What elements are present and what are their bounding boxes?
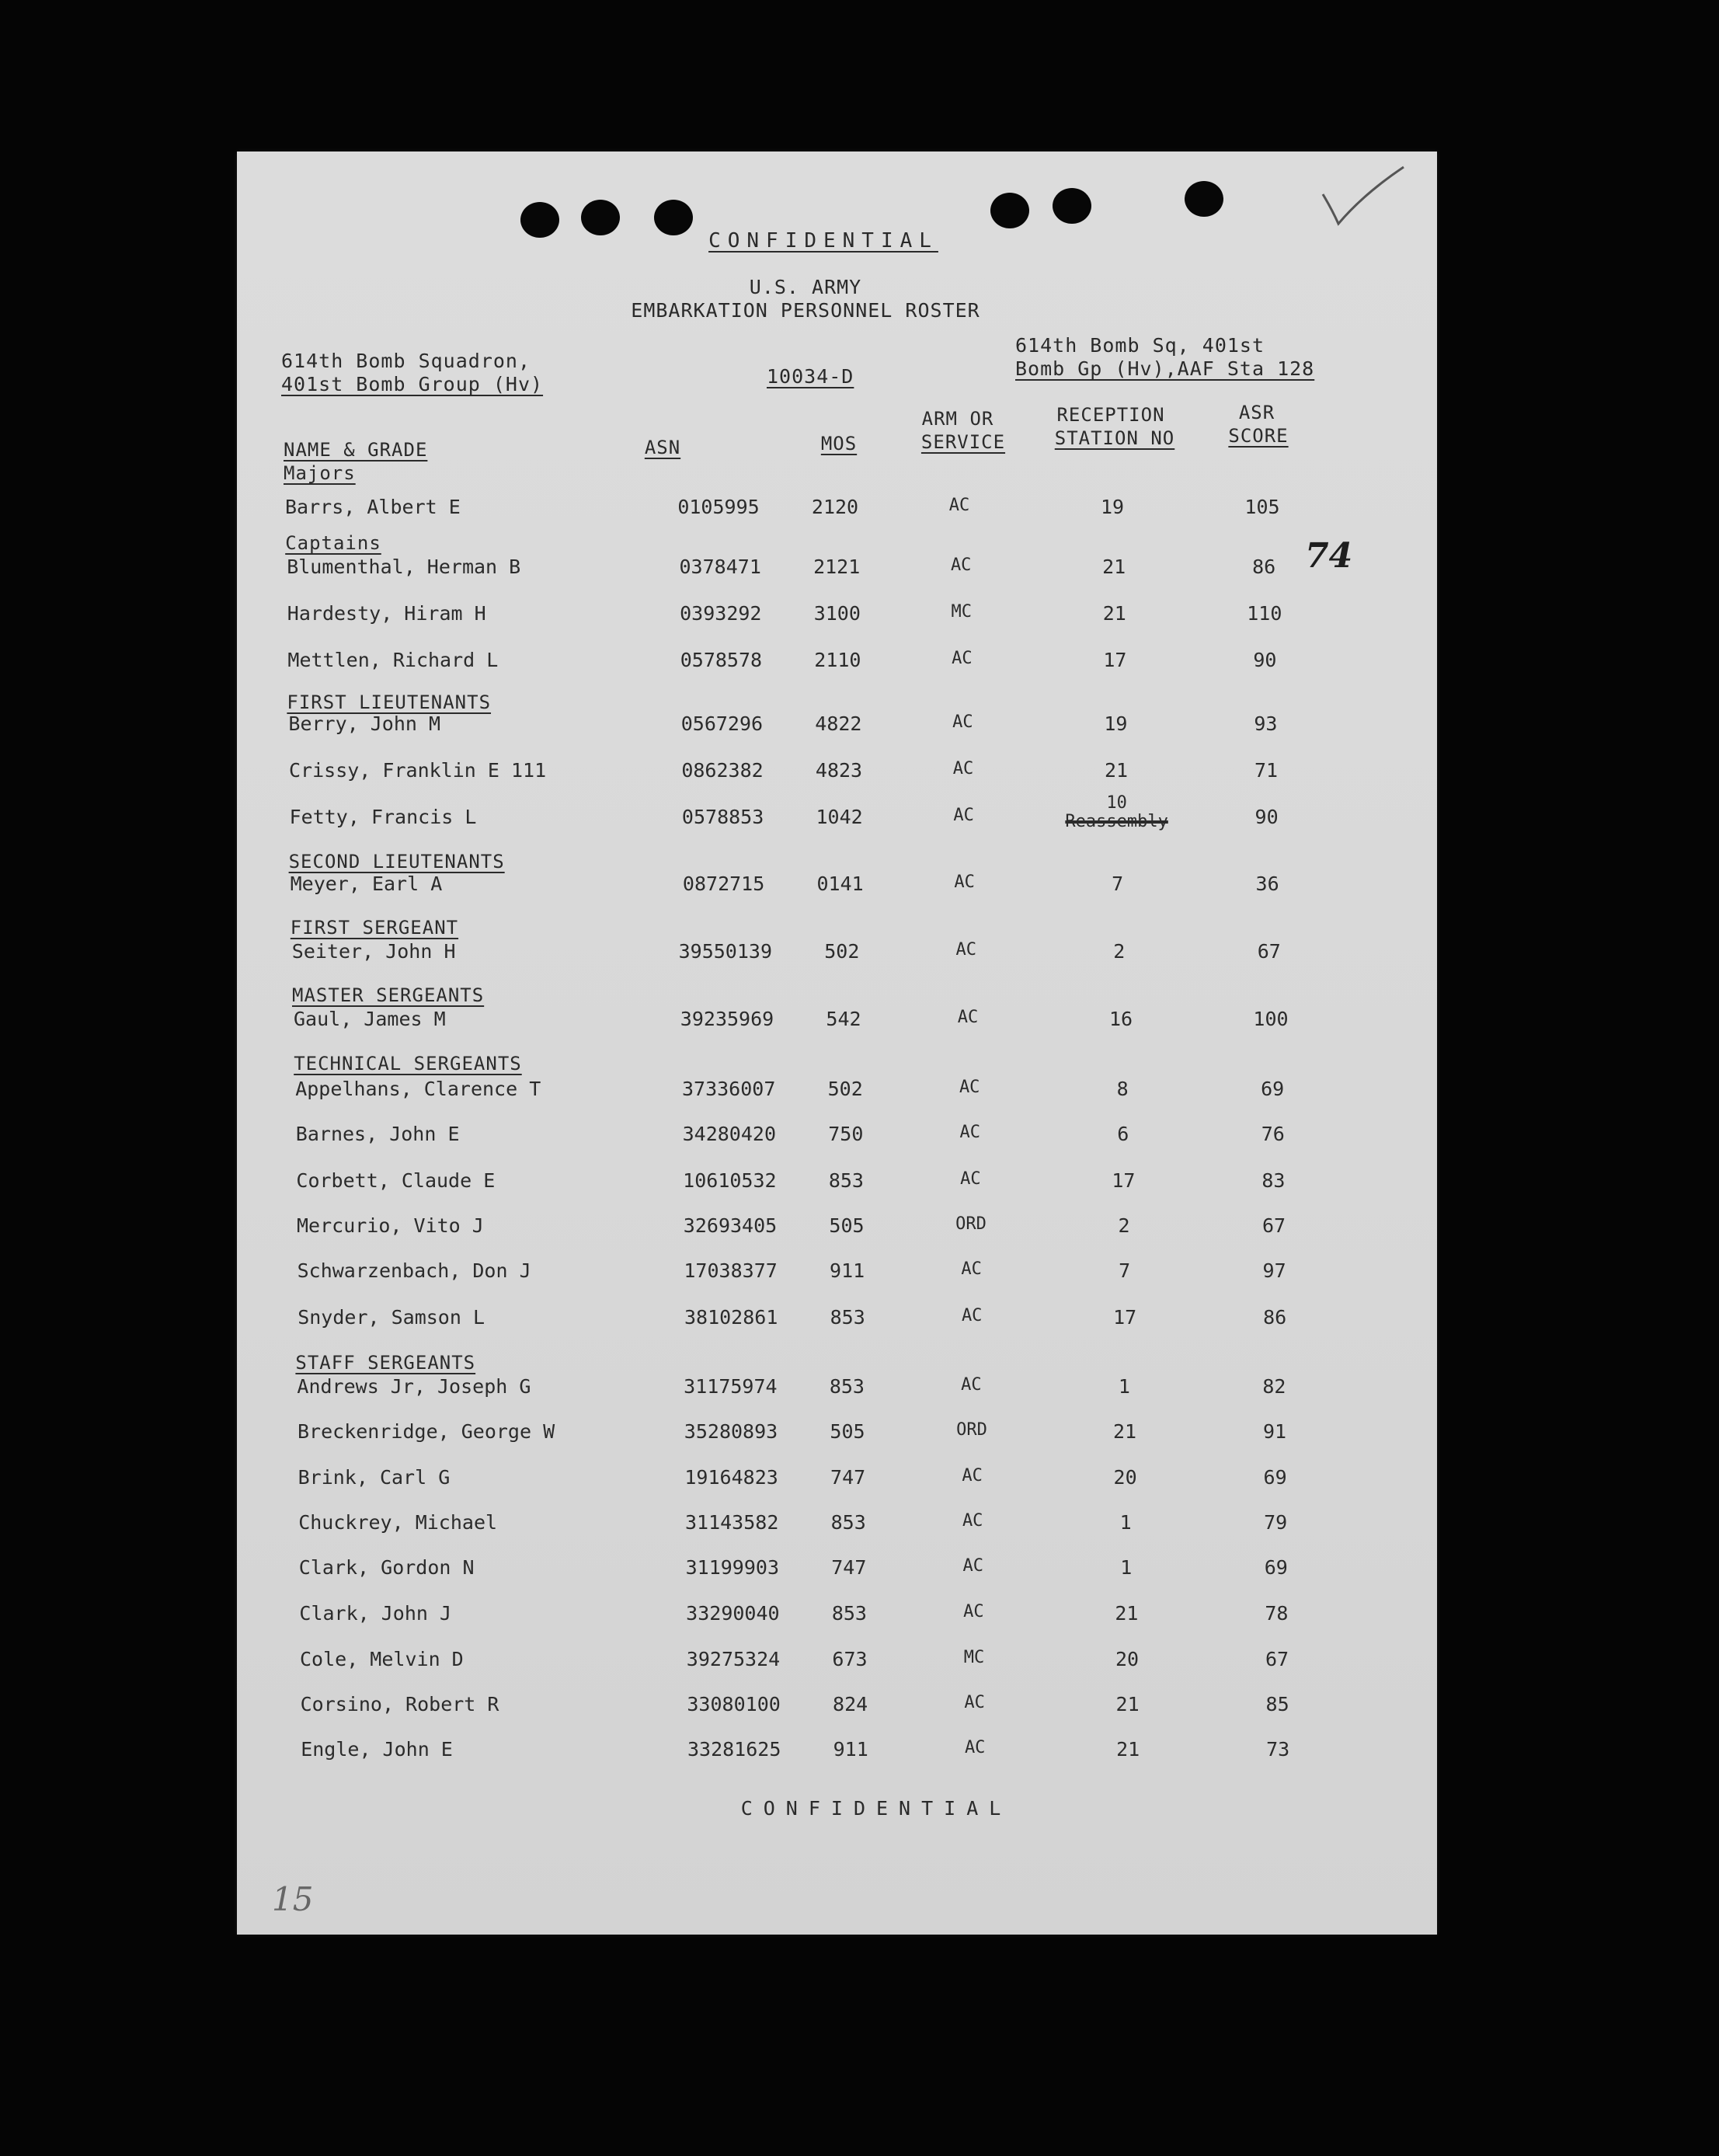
- mos-code: 4822: [815, 712, 862, 735]
- personnel-name: Corsino, Robert R: [300, 1693, 499, 1715]
- roster-table: [237, 152, 1437, 1935]
- reception-station: 1: [1119, 1511, 1132, 1534]
- serial-number: 31199903: [685, 1556, 780, 1579]
- personnel-name: Engle, John E: [301, 1738, 453, 1761]
- arm-or-service: AC: [954, 873, 975, 892]
- serial-number: 19164823: [684, 1466, 778, 1489]
- column-header-asn: ASN: [644, 437, 681, 458]
- asr-score: 110: [1247, 602, 1282, 625]
- personnel-name: Berry, John M: [288, 712, 441, 735]
- personnel-name: Cole, Melvin D: [300, 1648, 464, 1670]
- asr-score: 67: [1265, 1648, 1289, 1670]
- serial-number: 0862382: [681, 759, 764, 782]
- serial-number: 0872715: [682, 873, 765, 895]
- unit-right-line2: Bomb Gp (Hv),AAF Sta 128: [1015, 357, 1315, 380]
- mos-code: 750: [828, 1123, 864, 1145]
- asr-score: 82: [1262, 1375, 1286, 1398]
- roster-row: [237, 1123, 1437, 1154]
- personnel-name: Appelhans, Clarence T: [295, 1078, 541, 1100]
- arm-or-service: ORD: [956, 1420, 987, 1440]
- arm-or-service: AC: [952, 649, 973, 668]
- serial-number: 0378471: [679, 556, 761, 578]
- serial-number: 33281625: [687, 1738, 781, 1761]
- mos-code: 2110: [814, 649, 861, 671]
- personnel-name: Barnes, John E: [295, 1123, 460, 1145]
- serial-number: 0567296: [680, 712, 764, 735]
- grade-heading: STAFF SERGEANTS: [295, 1352, 476, 1374]
- mos-code: 853: [831, 1602, 867, 1625]
- serial-number: 34280420: [682, 1123, 777, 1145]
- unit-right-line1: 614th Bomb Sq, 401st: [1015, 334, 1265, 357]
- roster-row: [237, 602, 1437, 633]
- asr-score: 67: [1261, 1214, 1286, 1237]
- serial-number: 38102861: [684, 1306, 778, 1329]
- grade-heading: SECOND LIEUTENANTS: [288, 851, 505, 873]
- reception-station: 1: [1120, 1556, 1133, 1579]
- arm-or-service: AC: [964, 1693, 985, 1712]
- grade-heading: FIRST LIEUTENANTS: [287, 691, 492, 713]
- roster-row: [237, 1078, 1437, 1109]
- asr-score: 86: [1252, 556, 1276, 578]
- reception-station: 7: [1112, 873, 1124, 895]
- personnel-name: Snyder, Samson L: [298, 1306, 485, 1329]
- arm-or-service: AC: [961, 1375, 982, 1395]
- mos-code: 4823: [815, 759, 863, 782]
- mos-code: 853: [830, 1306, 865, 1329]
- arm-or-service: AC: [962, 1511, 983, 1531]
- serial-number: 0578853: [681, 806, 764, 828]
- reception-station: 10: [1106, 793, 1127, 813]
- roster-row: [237, 940, 1437, 971]
- serial-number: 31143582: [684, 1511, 779, 1534]
- arm-or-service: AC: [964, 1738, 986, 1757]
- roster-row: [237, 759, 1437, 790]
- column-header-name: NAME & GRADE: [284, 439, 428, 461]
- personnel-name: Fetty, Francis L: [289, 806, 477, 828]
- asr-score: 79: [1264, 1511, 1288, 1534]
- personnel-name: Chuckrey, Michael: [298, 1511, 498, 1534]
- reception-station: 21: [1102, 602, 1126, 625]
- mos-code: 0141: [816, 873, 864, 895]
- arm-or-service: AC: [961, 1306, 983, 1325]
- arm-or-service: AC: [948, 496, 970, 515]
- reception-station: 21: [1115, 1602, 1139, 1625]
- serial-number: 39235969: [680, 1008, 774, 1030]
- serial-number: 0105995: [677, 496, 760, 518]
- personnel-name: Brink, Carl G: [298, 1466, 451, 1489]
- roster-row: [237, 712, 1437, 744]
- mos-code: 505: [830, 1420, 865, 1443]
- reception-station: 21: [1102, 556, 1126, 578]
- serial-number: 33080100: [687, 1693, 781, 1715]
- serial-number: 0578578: [680, 649, 763, 671]
- mos-code: 3100: [813, 602, 861, 625]
- roster-row: [237, 496, 1437, 527]
- personnel-name: Corbett, Claude E: [296, 1169, 496, 1192]
- asr-score: 36: [1255, 873, 1279, 895]
- roster-row: [237, 1008, 1437, 1039]
- mos-code: 505: [829, 1214, 865, 1237]
- personnel-name: Crissy, Franklin E 111: [289, 759, 547, 782]
- arm-or-service: AC: [962, 1466, 983, 1486]
- serial-number: 37336007: [681, 1078, 776, 1100]
- reception-station: 6: [1117, 1123, 1129, 1145]
- roster-number: 10034-D: [767, 365, 854, 388]
- personnel-name: Breckenridge, George W: [298, 1420, 555, 1443]
- roster-row: [237, 1306, 1437, 1337]
- arm-or-service: AC: [952, 712, 973, 732]
- arm-or-service: AC: [950, 556, 972, 575]
- asr-score: 90: [1253, 649, 1277, 671]
- roster-row: [237, 1466, 1437, 1497]
- struck-reception-note: Reassembly: [1065, 812, 1168, 831]
- reception-station: 2: [1118, 1214, 1130, 1237]
- serial-number: 39275324: [686, 1648, 781, 1670]
- reception-station: 21: [1104, 759, 1129, 782]
- confidential-stamp-bottom: CONFIDENTIAL: [740, 1797, 1012, 1820]
- serial-number: 33290040: [686, 1602, 780, 1625]
- reception-station: 17: [1113, 1306, 1137, 1329]
- roster-row: [237, 793, 1437, 837]
- arm-or-service: AC: [963, 1602, 984, 1621]
- roster-row: [237, 556, 1437, 587]
- reception-station: 8: [1116, 1078, 1129, 1100]
- reception-station: 7: [1119, 1259, 1131, 1282]
- serial-number: 31175974: [684, 1375, 778, 1398]
- roster-row: [237, 1511, 1437, 1542]
- column-header-asr-1: ASR: [1238, 402, 1275, 423]
- arm-or-service: AC: [961, 1259, 982, 1279]
- column-header-reception-2: STATION NO: [1054, 427, 1175, 449]
- asr-score: 73: [1266, 1738, 1290, 1761]
- roster-row: [237, 1648, 1437, 1679]
- serial-number: 32693405: [683, 1214, 778, 1237]
- mos-code: 2120: [811, 496, 859, 518]
- roster-row: [237, 1556, 1437, 1587]
- column-header-service-1: ARM OR: [921, 408, 994, 430]
- personnel-name: Hardesty, Hiram H: [287, 602, 486, 625]
- unit-left-line2: 401st Bomb Group (Hv): [281, 373, 544, 395]
- asr-score: 67: [1257, 940, 1281, 963]
- arm-or-service: MC: [951, 602, 973, 622]
- mos-code: 502: [827, 1078, 863, 1100]
- arm-or-service: MC: [963, 1648, 985, 1667]
- asr-score: 78: [1265, 1602, 1289, 1625]
- mos-code: 502: [824, 940, 860, 963]
- grade-heading: Majors: [284, 462, 356, 484]
- roster-page: [237, 152, 1437, 1935]
- mos-code: 853: [828, 1169, 864, 1192]
- serial-number: 10610532: [683, 1169, 777, 1192]
- arm-or-service: AC: [960, 1169, 981, 1189]
- document-title-line1: U.S. ARMY: [749, 276, 862, 298]
- arm-or-service: AC: [959, 1078, 980, 1097]
- asr-score: 93: [1254, 712, 1278, 735]
- serial-number: 0393292: [680, 602, 762, 625]
- asr-score: 105: [1244, 496, 1280, 518]
- mos-code: 911: [833, 1738, 868, 1761]
- roster-row: [237, 1375, 1437, 1406]
- reception-station: 20: [1113, 1466, 1137, 1489]
- roster-row: [237, 1214, 1437, 1245]
- reception-station: 2: [1113, 940, 1126, 963]
- arm-or-service: AC: [962, 1556, 984, 1576]
- arm-or-service: AC: [953, 806, 974, 825]
- asr-score: 97: [1262, 1259, 1286, 1282]
- margin-number: 74: [1305, 536, 1353, 576]
- serial-number: 35280893: [684, 1420, 778, 1443]
- mos-code: 747: [831, 1556, 867, 1579]
- asr-score: 69: [1261, 1078, 1285, 1100]
- page-note: 15: [272, 1880, 314, 1918]
- confidential-stamp-top: CONFIDENTIAL: [708, 229, 938, 253]
- mos-code: 1042: [816, 806, 863, 828]
- personnel-name: Clark, John J: [299, 1602, 452, 1625]
- asr-score: 83: [1261, 1169, 1286, 1192]
- document-title-line2: EMBARKATION PERSONNEL ROSTER: [631, 299, 980, 322]
- roster-row: [237, 1738, 1437, 1769]
- grade-heading: TECHNICAL SERGEANTS: [294, 1053, 522, 1075]
- reception-station: 17: [1112, 1169, 1136, 1192]
- column-header-asr-2: SCORE: [1228, 425, 1289, 447]
- mos-code: 911: [830, 1259, 865, 1282]
- asr-score: 69: [1264, 1556, 1288, 1579]
- arm-or-service: AC: [955, 940, 977, 960]
- asr-score: 100: [1253, 1008, 1289, 1030]
- reception-station: 21: [1115, 1693, 1140, 1715]
- roster-row: [237, 1420, 1437, 1451]
- column-header-service-2: SERVICE: [920, 431, 1006, 453]
- roster-row: [237, 1259, 1437, 1290]
- asr-score: 69: [1263, 1466, 1287, 1489]
- arm-or-service: AC: [952, 759, 974, 778]
- column-header-mos: MOS: [820, 433, 858, 455]
- reception-station: 20: [1115, 1648, 1140, 1670]
- serial-number: 39550139: [678, 940, 773, 963]
- mos-code: 824: [833, 1693, 868, 1715]
- grade-heading: Captains: [285, 532, 381, 554]
- reception-station: 1: [1118, 1375, 1130, 1398]
- personnel-name: Mettlen, Richard L: [287, 649, 499, 671]
- asr-score: 86: [1263, 1306, 1287, 1329]
- mos-code: 853: [830, 1511, 866, 1534]
- personnel-name: Clark, Gordon N: [298, 1556, 475, 1579]
- reception-station: 17: [1103, 649, 1127, 671]
- personnel-name: Meyer, Earl A: [290, 873, 443, 895]
- personnel-name: Andrews Jr, Joseph G: [297, 1375, 531, 1398]
- mos-code: 542: [826, 1008, 861, 1030]
- arm-or-service: AC: [959, 1123, 981, 1142]
- roster-row: [237, 1169, 1437, 1200]
- roster-row: [237, 649, 1437, 680]
- personnel-name: Seiter, John H: [291, 940, 456, 963]
- unit-left-line1: 614th Bomb Squadron,: [281, 350, 531, 372]
- arm-or-service: AC: [957, 1008, 979, 1027]
- reception-station: 16: [1108, 1008, 1133, 1030]
- reception-station: 19: [1100, 496, 1125, 518]
- asr-score: 71: [1254, 759, 1279, 782]
- asr-score: 85: [1265, 1693, 1289, 1715]
- reception-station: 21: [1116, 1738, 1140, 1761]
- mos-code: 747: [830, 1466, 866, 1489]
- arm-or-service: ORD: [955, 1214, 987, 1234]
- reception-station: 21: [1112, 1420, 1137, 1443]
- personnel-name: Mercurio, Vito J: [297, 1214, 484, 1237]
- reception-station: 19: [1104, 712, 1128, 735]
- column-header-reception-1: RECEPTION: [1056, 404, 1165, 426]
- personnel-name: Gaul, James M: [294, 1008, 446, 1030]
- personnel-name: Blumenthal, Herman B: [287, 556, 521, 578]
- grade-heading: FIRST SERGEANT: [290, 917, 459, 939]
- personnel-name: Schwarzenbach, Don J: [297, 1259, 531, 1282]
- asr-score: 91: [1262, 1420, 1287, 1443]
- mos-code: 2121: [813, 556, 861, 578]
- roster-row: [237, 1693, 1437, 1724]
- roster-row: [237, 873, 1437, 904]
- serial-number: 17038377: [684, 1259, 778, 1282]
- asr-score: 76: [1261, 1123, 1285, 1145]
- asr-score: 90: [1254, 806, 1279, 828]
- mos-code: 853: [829, 1375, 865, 1398]
- personnel-name: Barrs, Albert E: [285, 496, 461, 518]
- mos-code: 673: [832, 1648, 868, 1670]
- grade-heading: MASTER SERGEANTS: [292, 984, 485, 1006]
- roster-row: [237, 1602, 1437, 1633]
